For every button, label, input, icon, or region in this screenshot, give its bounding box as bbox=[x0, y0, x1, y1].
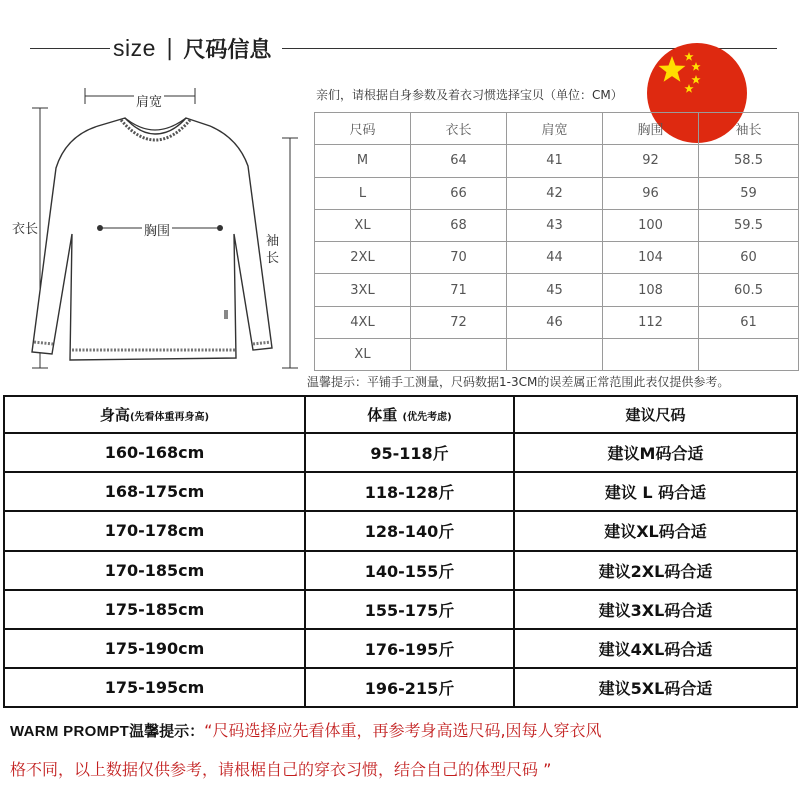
weight-cell: 95-118斤 bbox=[305, 433, 514, 472]
table-cell: 61 bbox=[699, 306, 799, 338]
table-cell: L bbox=[315, 177, 411, 209]
warm-prompt-text-1: “尺码选择应先看体重，再参考身高选尺码,因每人穿衣风 bbox=[204, 721, 602, 740]
table-row bbox=[315, 274, 799, 306]
table-cell: 100 bbox=[603, 209, 699, 241]
table-row bbox=[315, 306, 799, 338]
header-separator: | bbox=[165, 35, 174, 61]
table-cell: 64 bbox=[411, 145, 507, 177]
table-cell: 71 bbox=[411, 274, 507, 306]
warm-prompt-label-zh: 温馨提示： bbox=[129, 722, 205, 740]
table-cell: 66 bbox=[411, 177, 507, 209]
weight-cell: 118-128斤 bbox=[305, 472, 514, 511]
table-cell: XL bbox=[315, 209, 411, 241]
table-header-row bbox=[315, 113, 799, 145]
table-cell bbox=[603, 339, 699, 371]
table-row bbox=[4, 629, 797, 668]
table-cell: 60.5 bbox=[699, 274, 799, 306]
table-cell bbox=[411, 339, 507, 371]
header-cell: 袖长 bbox=[699, 113, 799, 145]
weight-header-label: 体重 bbox=[367, 406, 398, 424]
table-cell: 44 bbox=[507, 242, 603, 274]
table-row bbox=[4, 551, 797, 590]
table-cell: 104 bbox=[603, 242, 699, 274]
table-cell: 58.5 bbox=[699, 145, 799, 177]
table-row bbox=[4, 472, 797, 511]
size-cell: 建议5XL码合适 bbox=[514, 668, 797, 707]
table-row bbox=[315, 177, 799, 209]
height-header-note: (先看体重再身高) bbox=[129, 412, 210, 423]
weight-header bbox=[305, 396, 514, 433]
table-cell: 68 bbox=[411, 209, 507, 241]
table-cell: 45 bbox=[507, 274, 603, 306]
table-cell: 72 bbox=[411, 306, 507, 338]
table-cell: 70 bbox=[411, 242, 507, 274]
table-cell: 3XL bbox=[315, 274, 411, 306]
weight-cell: 155-175斤 bbox=[305, 590, 514, 629]
table-cell: 96 bbox=[603, 177, 699, 209]
size-header: 建议尺码 bbox=[514, 396, 797, 433]
table-row bbox=[315, 145, 799, 177]
height-cell: 160-168cm bbox=[4, 433, 305, 472]
table-cell: 59 bbox=[699, 177, 799, 209]
weight-cell: 140-155斤 bbox=[305, 551, 514, 590]
size-cell: 建议 L 码合适 bbox=[514, 472, 797, 511]
table-cell: 42 bbox=[507, 177, 603, 209]
height-cell: 170-178cm bbox=[4, 511, 305, 550]
shoulder-label: 肩宽 bbox=[134, 91, 164, 110]
weight-cell: 128-140斤 bbox=[305, 511, 514, 550]
weight-cell: 176-195斤 bbox=[305, 629, 514, 668]
size-cell: 建议4XL码合适 bbox=[514, 629, 797, 668]
header-cell: 尺码 bbox=[315, 113, 411, 145]
size-cell: 建议2XL码合适 bbox=[514, 551, 797, 590]
table-cell: 112 bbox=[603, 306, 699, 338]
table-cell: 59.5 bbox=[699, 209, 799, 241]
table-row bbox=[315, 242, 799, 274]
weight-header-note: (优先考虑) bbox=[402, 412, 452, 423]
measurement-table bbox=[314, 112, 799, 371]
height-cell: 175-185cm bbox=[4, 590, 305, 629]
measurement-note: 亲们，请根据自身参数及着衣习惯选择宝贝（单位：CM） bbox=[316, 88, 623, 102]
header-cell: 衣长 bbox=[411, 113, 507, 145]
weight-cell: 196-215斤 bbox=[305, 668, 514, 707]
table-cell: 43 bbox=[507, 209, 603, 241]
height-cell: 175-190cm bbox=[4, 629, 305, 668]
table-header-row bbox=[4, 396, 797, 433]
table-row bbox=[4, 511, 797, 550]
table-row bbox=[315, 209, 799, 241]
shirt-diagram bbox=[10, 78, 310, 378]
size-cell: 建议XL码合适 bbox=[514, 511, 797, 550]
table-cell: 60 bbox=[699, 242, 799, 274]
table-cell: 4XL bbox=[315, 306, 411, 338]
table-row bbox=[4, 590, 797, 629]
height-header bbox=[4, 396, 305, 433]
table-row bbox=[4, 668, 797, 707]
height-cell: 170-185cm bbox=[4, 551, 305, 590]
header-cell: 胸围 bbox=[603, 113, 699, 145]
warm-prompt-line-1 bbox=[10, 718, 602, 741]
height-header-label: 身高 bbox=[99, 406, 130, 424]
table-cell: 46 bbox=[507, 306, 603, 338]
height-cell: 168-175cm bbox=[4, 472, 305, 511]
header-title-zh: 尺码信息 bbox=[183, 37, 272, 63]
table-cell: 2XL bbox=[315, 242, 411, 274]
table-cell: XL bbox=[315, 339, 411, 371]
table-cell bbox=[699, 339, 799, 371]
warm-prompt-line-2: 格不同，以上数据仅供参考，请根椐自己的穿衣习惯，结合自己的体型尺码 ” bbox=[10, 760, 552, 779]
size-recommendation-table bbox=[3, 395, 798, 708]
table-cell bbox=[507, 339, 603, 371]
table-cell: 41 bbox=[507, 145, 603, 177]
header-title-en: size bbox=[113, 34, 156, 61]
table-cell: 108 bbox=[603, 274, 699, 306]
height-cell: 175-195cm bbox=[4, 668, 305, 707]
warm-prompt-label-en: WARM PROMPT bbox=[10, 723, 130, 740]
table-row bbox=[315, 339, 799, 371]
measurement-tip: 温馨提示：平铺手工测量，尺码数据1-3CM的误差属正常范围此表仅提供参考。 bbox=[307, 375, 730, 389]
size-cell: 建议3XL码合适 bbox=[514, 590, 797, 629]
table-cell: M bbox=[315, 145, 411, 177]
header-line-left bbox=[30, 48, 110, 49]
header-cell: 肩宽 bbox=[507, 113, 603, 145]
table-row bbox=[4, 433, 797, 472]
chest-label: 胸围 bbox=[142, 220, 172, 239]
size-cell: 建议M码合适 bbox=[514, 433, 797, 472]
length-label: 衣长 bbox=[12, 218, 38, 237]
table-cell: 92 bbox=[603, 145, 699, 177]
header-title bbox=[113, 30, 271, 66]
sleeve-label: 袖长 bbox=[266, 233, 282, 267]
